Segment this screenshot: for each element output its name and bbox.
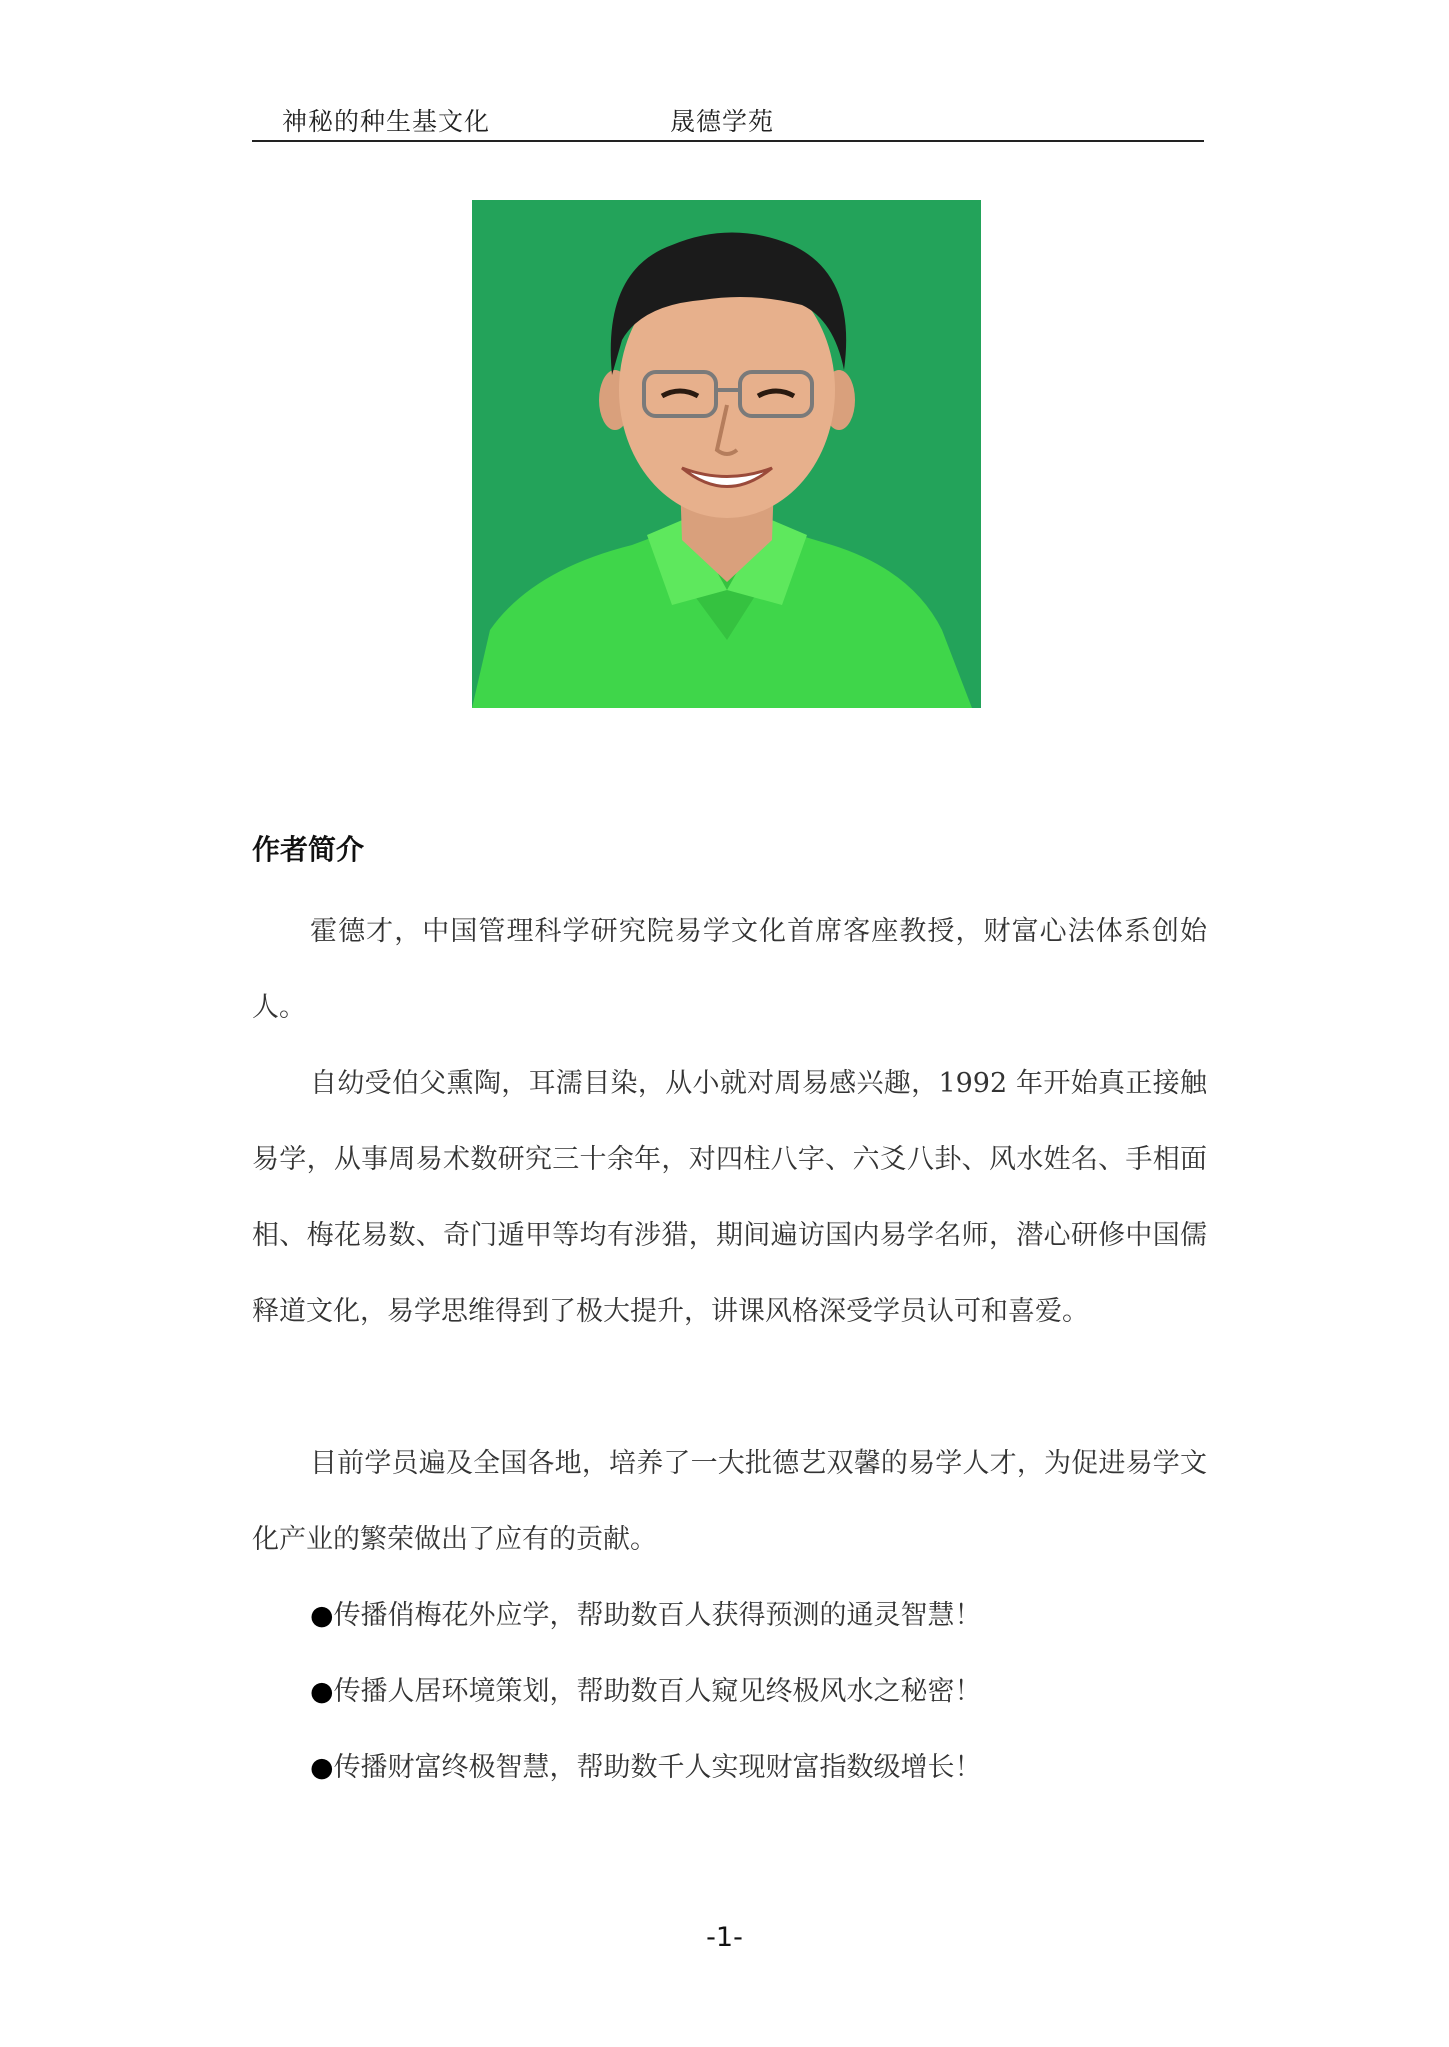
paragraph-1: 霍德才，中国管理科学研究院易学文化首席客座教授，财富心法体系创始人。 [252,916,1207,1023]
background-paragraph [252,1046,1207,1350]
bullet-icon: ● [310,1600,334,1631]
section-title: 作者简介 [252,833,365,866]
header-publisher: 晟德学苑 [670,107,775,136]
author-photo-illustration [472,200,981,708]
bullet-list [310,1578,1210,1806]
bullet-icon: ● [310,1752,334,1783]
page-number: -1- [706,1922,743,1953]
list-item [310,1654,1210,1730]
bullet-text: 传播人居环境策划，帮助数百人窥见终极风水之秘密！ [333,1676,982,1707]
author-portrait [472,200,981,708]
bullet-icon: ● [310,1676,334,1707]
page-header [252,100,1204,142]
list-item [310,1578,1210,1654]
paragraph-3: 目前学员遍及全国各地，培养了一大批德艺双馨的易学人才，为促进易学文化产业的繁荣做出了应有的贡献。 [252,1448,1207,1555]
bullet-text: 传播俏梅花外应学，帮助数百人获得预测的通灵智慧！ [333,1600,982,1631]
achievement-paragraph [252,1426,1207,1578]
intro-paragraph [252,894,1207,1046]
list-item [310,1730,1210,1806]
header-book-title: 神秘的种生基文化 [282,107,491,136]
paragraph-2: 自幼受伯父熏陶，耳濡目染，从小就对周易感兴趣，1992 年开始真正接触易学，从事周易术数研究三十余年，对四柱八字、六爻八卦、风水姓名、手相面相、梅花易数、奇门遁甲等均有涉猎，期间遍访国内易学名师，潜心研修中国儒释道文化，易学思维得到了极大提升，讲课风格深受学员认可和喜爱。 [252,1068,1207,1327]
bullet-text: 传播财富终极智慧，帮助数千人实现财富指数级增长！ [333,1752,982,1783]
